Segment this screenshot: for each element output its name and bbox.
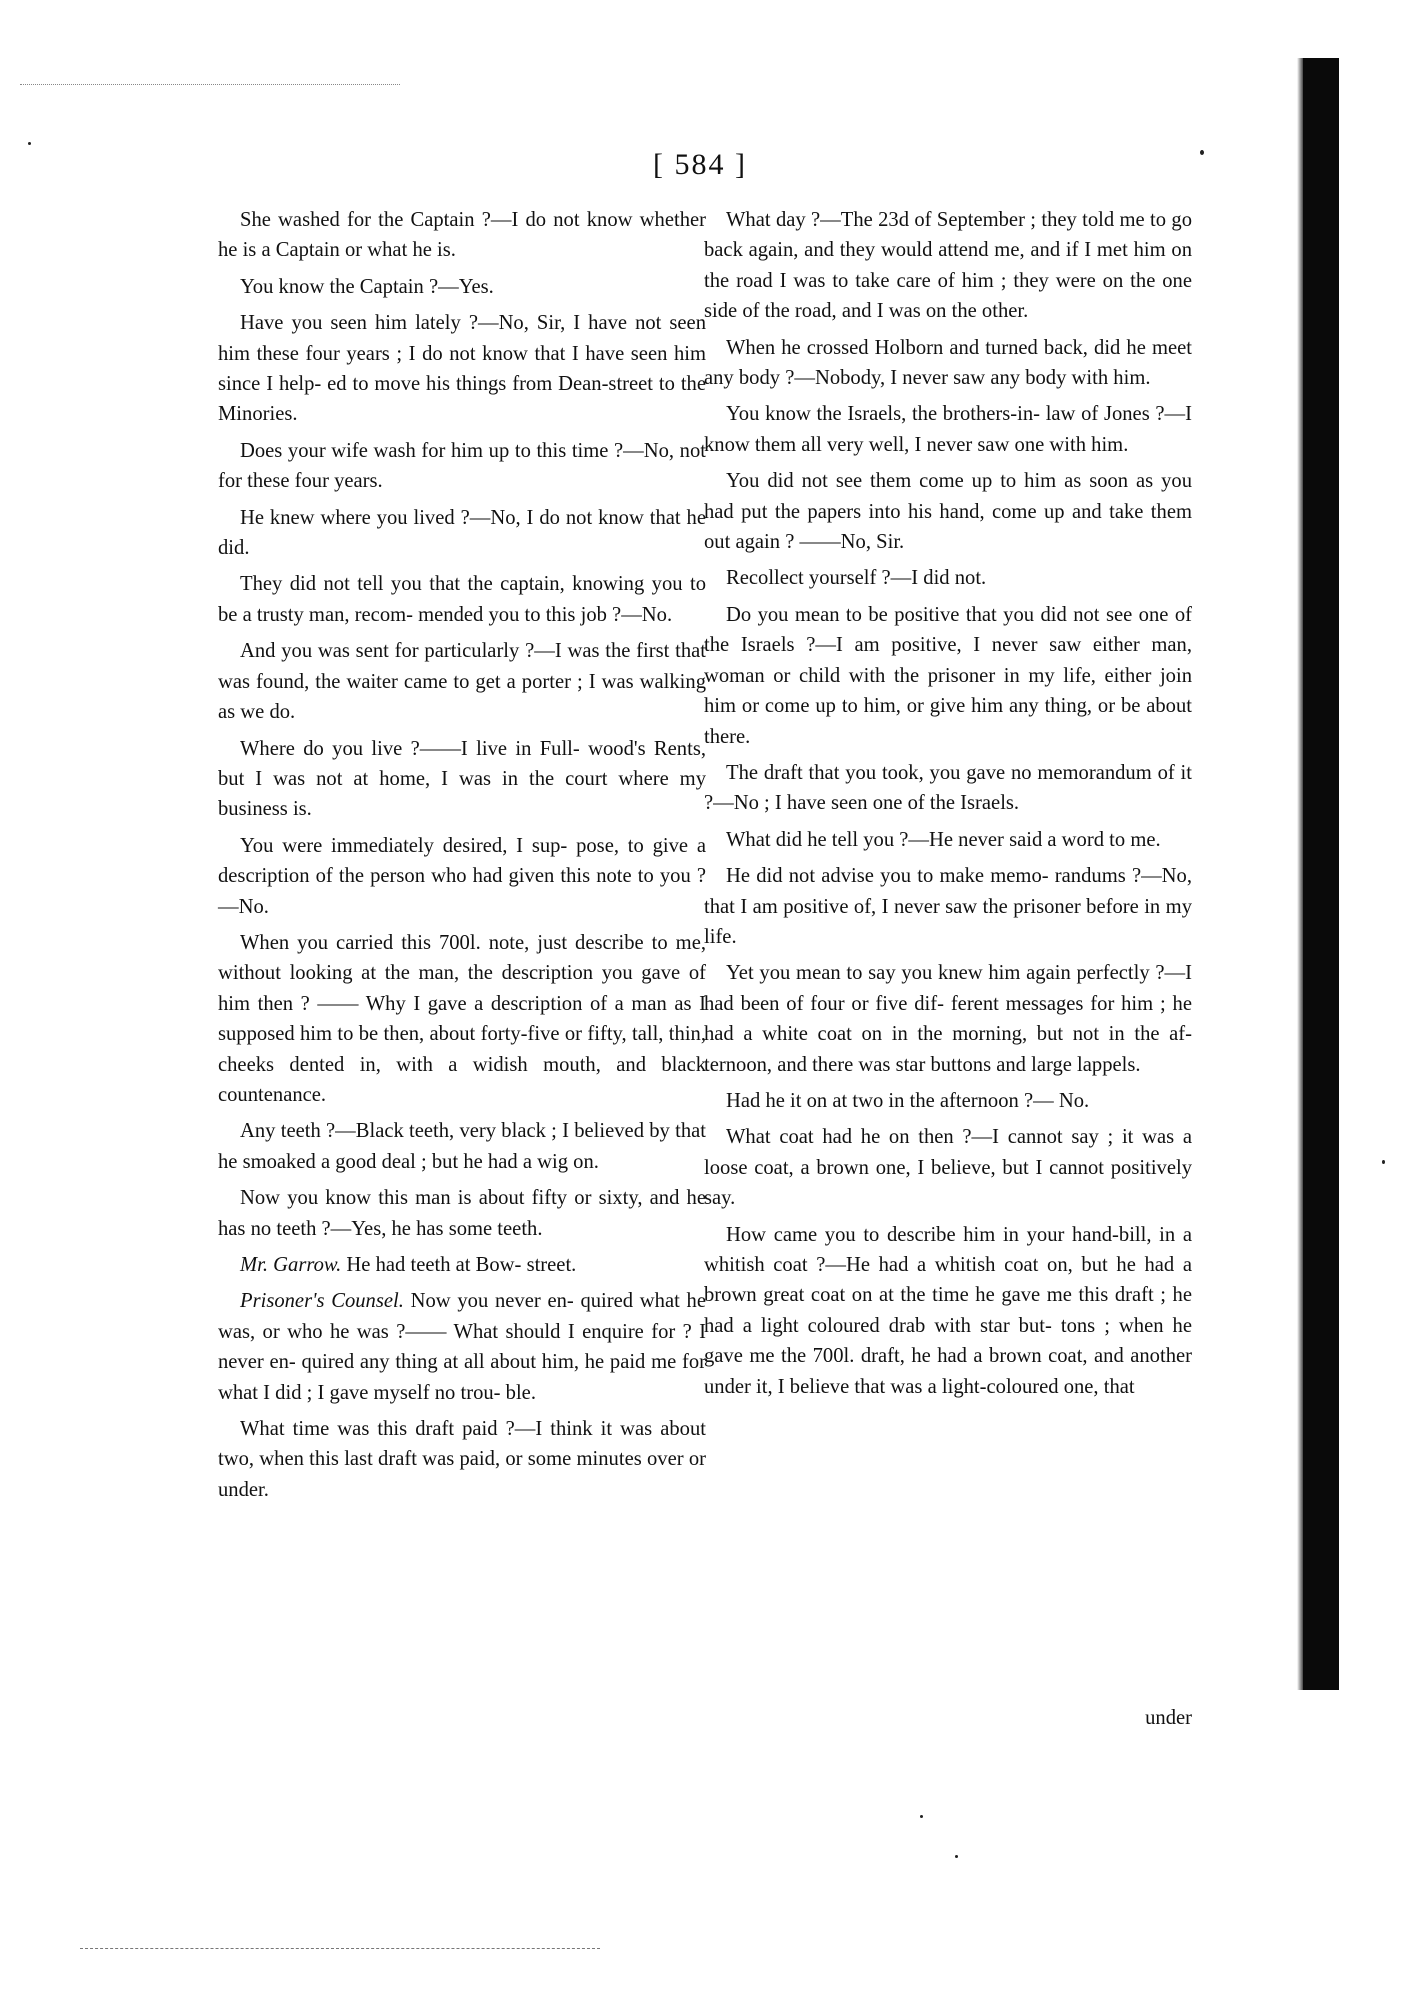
speech-text: He had teeth at Bow- street. <box>341 1254 577 1276</box>
speaker-label: Mr. Garrow. <box>240 1254 342 1276</box>
scan-artifact-top <box>20 84 400 85</box>
paragraph: Do you mean to be positive that you did not see one of the Israels ?—I am positive, I never saw either man, woman or child with the prisoner in my life, either join him or come up to him, or give him any thing, or be about there. <box>704 603 1192 748</box>
paragraph: Yet you mean to say you knew him again perfectly ?—I had been of four or five dif- ferent messages for him ; he had a white coat on in the morning, but not in the af- ternoon, and there was star buttons and large lappels. <box>704 962 1192 1076</box>
paragraph: Where do you live ?——I live in Full- wood's Rents, but I was not at home, I was in the court where my business is. <box>218 737 706 821</box>
paragraph: Any teeth ?—Black teeth, very black ; I believed by that he smoaked a good deal ; but he had a wig on. <box>218 1120 706 1173</box>
paragraph: How came you to describe him in your hand-bill, in a whitish coat ?—He had a whitish coat on, but he had a brown great coat on at the time he gave me this draft ; he had a light coloured drab with star but- tons ; when he gave me the 700l. draft, he had a brown coat, and another under it, I believe that was a light-coloured one, that <box>704 1223 1192 1398</box>
paragraph: You know the Israels, the brothers-in- law of Jones ?—I know them all very well, I never saw one with him. <box>704 403 1192 456</box>
paragraph: You know the Captain ?—Yes. <box>240 275 494 298</box>
paragraph: Had he it on at two in the afternoon ?— No. <box>726 1089 1090 1112</box>
scan-speck <box>1200 150 1204 155</box>
paragraph: When you carried this 700l. note, just describe to me, without looking at the man, the description you gave of him then ? —— Why I gave a description of a man as I supposed him to be then, about forty-five or fifty, tall, thin, cheeks dented in, with a widish mouth, and black countenance. <box>218 931 706 1106</box>
paragraph: You did not see them come up to him as soon as you had put the papers into his hand, come up and take them out again ? ——No, Sir. <box>704 470 1192 554</box>
paragraph: What did he tell you ?—He never said a word to me. <box>726 828 1161 851</box>
paragraph: Now you know this man is about fifty or sixty, and he has no teeth ?—Yes, he has some teeth. <box>218 1187 706 1240</box>
paragraph: Have you seen him lately ?—No, Sir, I have not seen him these four years ; I do not know that I have seen him since I help- ed to move his things from Dean-street to the Minories. <box>218 312 706 426</box>
paragraph: He did not advise you to make memo- randums ?—No, that I am positive of, I never saw the prisoner before in my life. <box>704 865 1192 948</box>
paragraph: When he crossed Holborn and turned back, did he meet any body ?—Nobody, I never saw any body with him. <box>704 336 1192 390</box>
paragraph: What coat had he on then ?—I cannot say ; it was a loose coat, a brown one, I believe, but I cannot positively say. <box>704 1126 1192 1210</box>
paragraph: And you was sent for particularly ?—I was the first that was found, the waiter came to get a porter ; I was walking as we do. <box>218 640 706 724</box>
paragraph <box>218 1250 706 1280</box>
paragraph: Does your wife wash for him up to this time ?—No, not for these four years. <box>218 439 706 493</box>
binding-shadow <box>1303 58 1339 1690</box>
speaker-label: Prisoner's Counsel. <box>240 1290 404 1313</box>
scan-speck <box>1382 1160 1385 1164</box>
scan-speck <box>920 1815 923 1818</box>
paragraph: Recollect yourself ?—I did not. <box>726 567 987 590</box>
paragraph: He knew where you lived ?—No, I do not know that he did. <box>218 506 706 560</box>
scan-artifact-bottom <box>80 1948 600 1949</box>
catchword: under <box>1145 1707 1192 1729</box>
paragraph: The draft that you took, you gave no memorandum of it ?—No ; I have seen one of the Israels. <box>704 761 1192 815</box>
paragraph: They did not tell you that the captain, knowing you to be a trusty man, recom- mended you to this job ?—No. <box>218 573 706 626</box>
left-column <box>218 205 706 1511</box>
page-number: [ 584 ] <box>653 148 747 181</box>
paragraph: You were immediately desired, I sup- pose, to give a description of the person who had given this note to you ?—No. <box>218 834 706 918</box>
paragraph: What day ?—The 23d of September ; they told me to go back again, and they would attend me, and if I met him on the road I was to take care of him ; they were on the one side of the road, and I was on the other. <box>704 209 1192 323</box>
paragraph: She washed for the Captain ?—I do not know whether he is a Captain or what he is. <box>218 209 706 262</box>
scan-speck <box>28 142 31 145</box>
right-column <box>704 205 1192 1408</box>
speech-text: Now you never en- quired what he was, or who he was ?—— What should I enquire for ? I never en- quired any thing at all about him, he paid me for what I did ; I gave myself no trou- ble. <box>218 1290 706 1404</box>
paragraph: What time was this draft paid ?—I think it was about two, when this last draft was paid, or some minutes over or under. <box>218 1418 706 1501</box>
scan-speck <box>955 1855 958 1858</box>
paragraph <box>218 1286 706 1408</box>
